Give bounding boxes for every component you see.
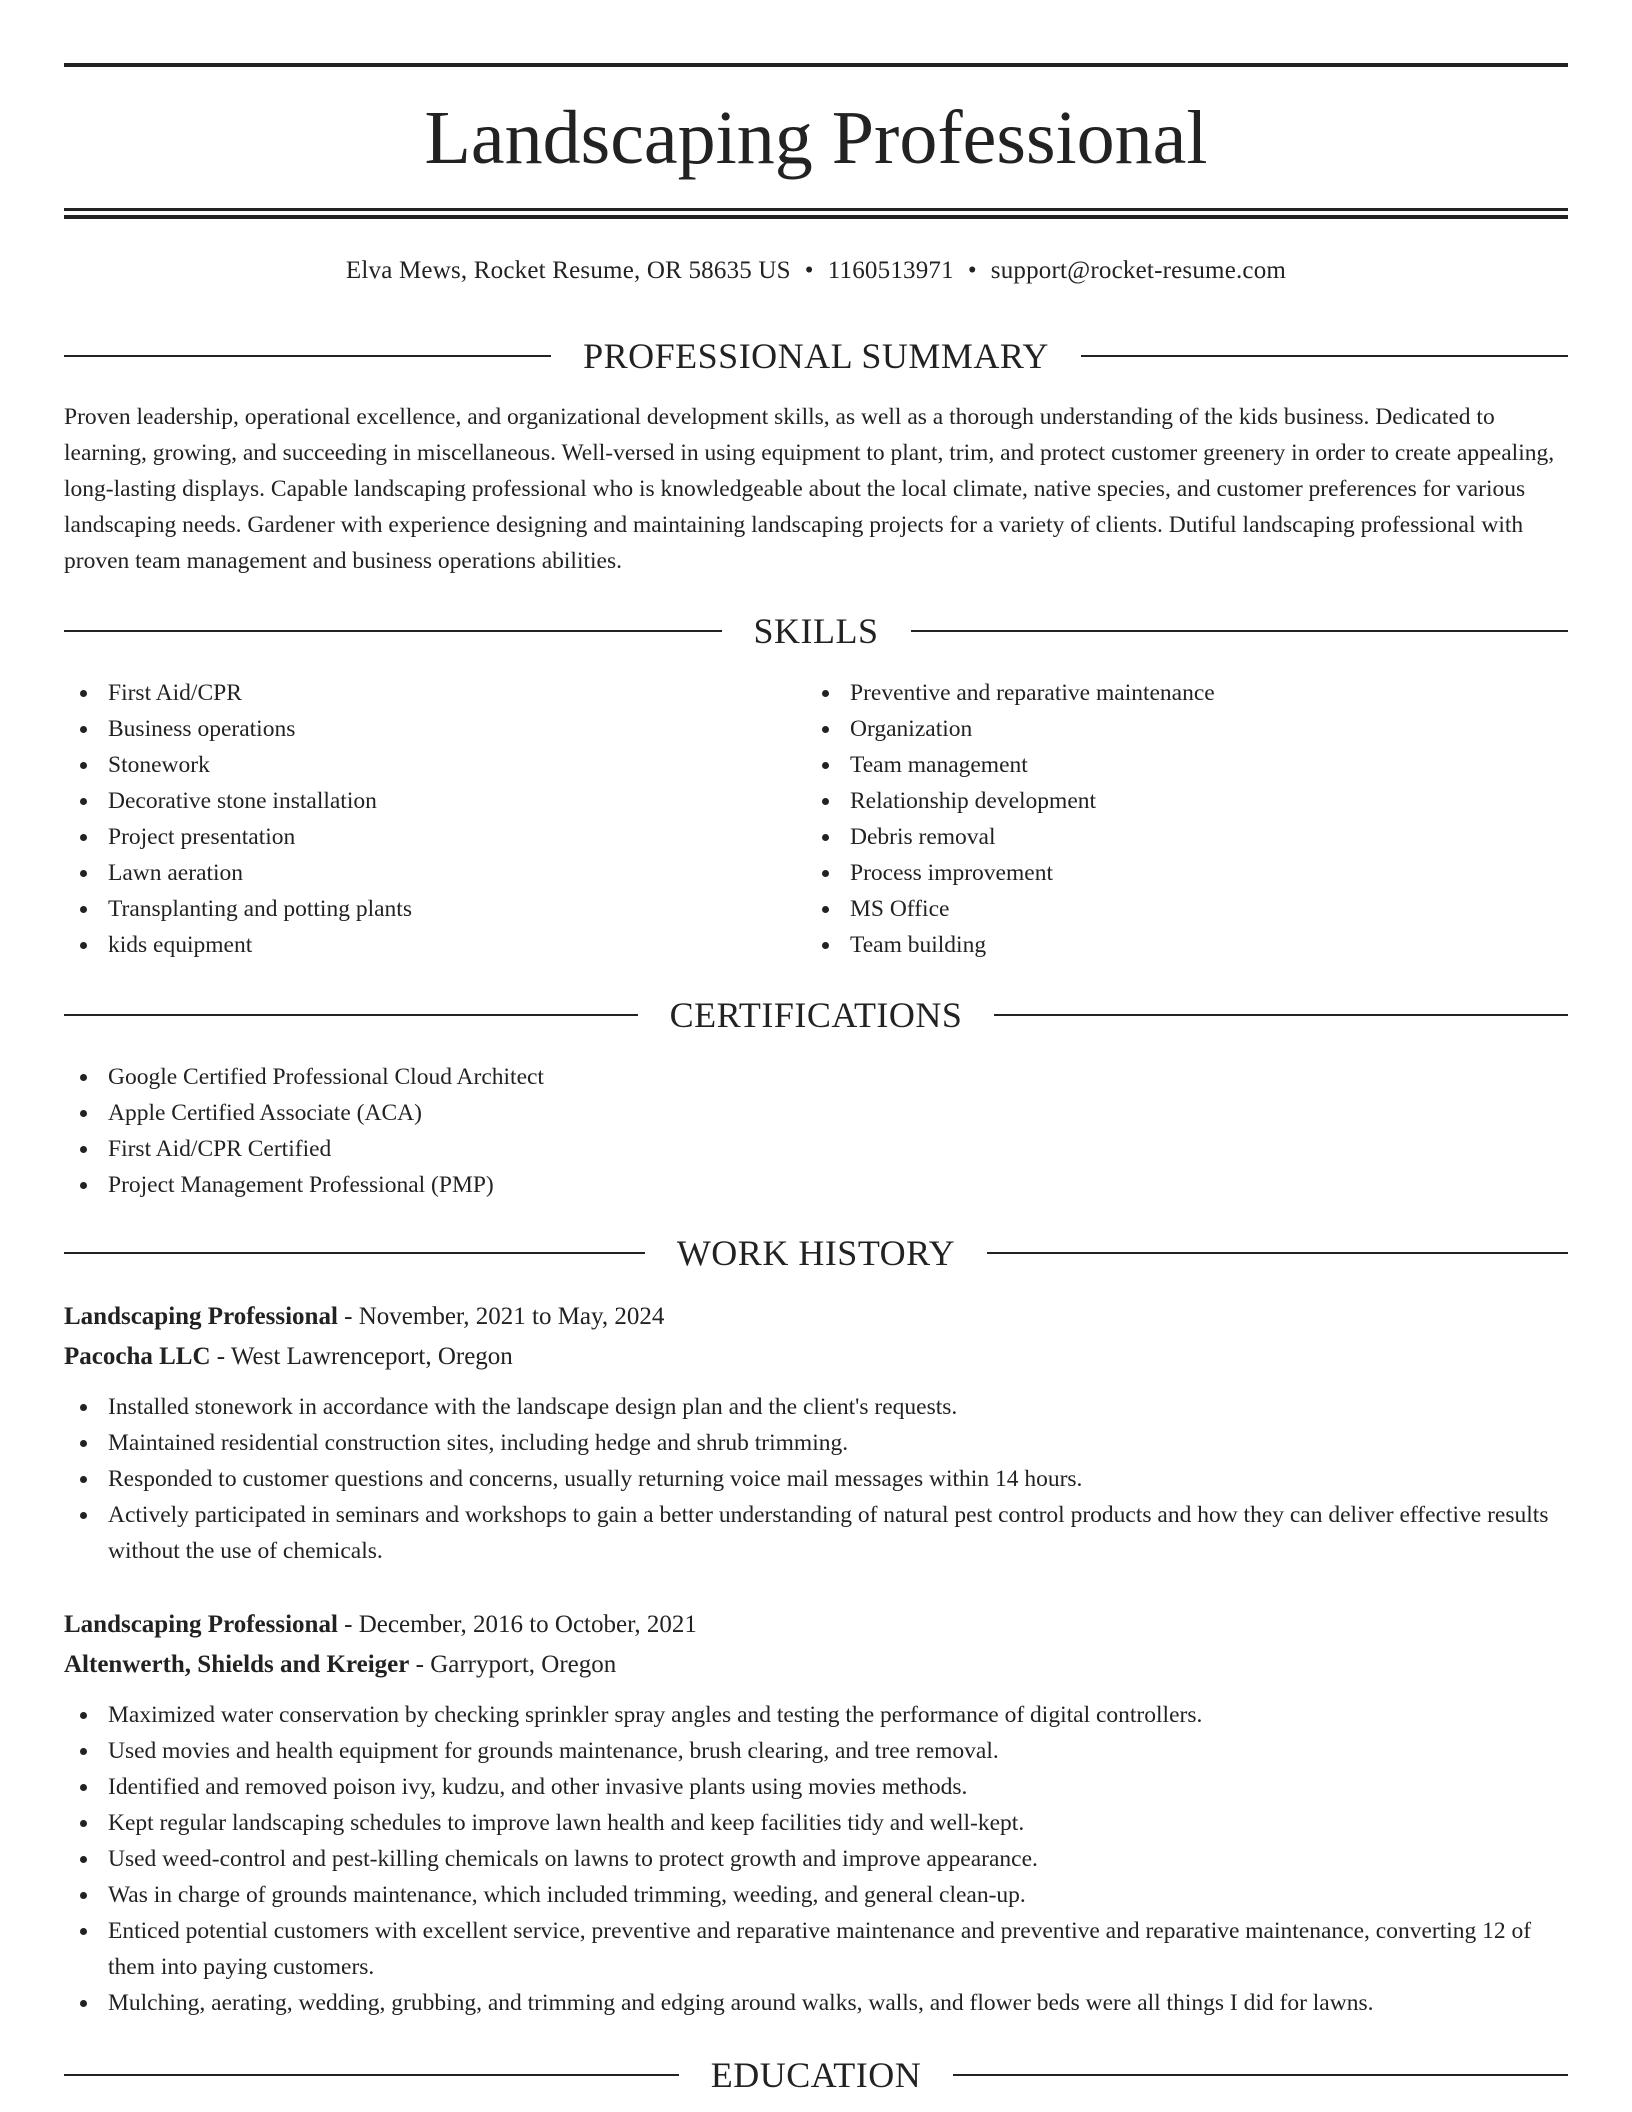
job-dates: - November, 2021 to May, 2024 (337, 1303, 665, 1330)
job-duties-list (64, 1389, 1568, 1569)
section-heading-certifications (64, 993, 1568, 1037)
skill-item: First Aid/CPR (64, 675, 804, 711)
job-title: Landscaping Professional (64, 1611, 338, 1638)
job-location: - West Lawrenceport, Oregon (210, 1343, 513, 1370)
skill-item: kids equipment (64, 927, 804, 963)
skills-list-right (806, 675, 1566, 963)
divider (987, 1252, 1568, 1254)
job-title-line (64, 1297, 1568, 1337)
header-bottom-rule-2 (64, 215, 1568, 219)
contact-separator: • (967, 257, 977, 284)
skill-item: Decorative stone installation (64, 783, 804, 819)
contact-separator: • (804, 257, 814, 284)
job-duty: Actively participated in seminars and workshops to gain a better understanding of natural pest control products and how they can deliver effective results without the use of chemicals. (64, 1497, 1568, 1569)
job-company-line (64, 1645, 1568, 1685)
job-company: Pacocha LLC (64, 1343, 211, 1370)
job-entry (64, 1297, 1568, 1569)
skill-item: Relationship development (806, 783, 1566, 819)
job-duty: Installed stonework in accordance with the landscape design plan and the client's requests. (64, 1389, 1568, 1425)
divider (64, 355, 551, 357)
skill-item: Stonework (64, 747, 804, 783)
skill-item: Preventive and reparative maintenance (806, 675, 1566, 711)
contact-email: support@rocket-resume.com (990, 257, 1287, 284)
certification-item: Google Certified Professional Cloud Architect (64, 1059, 1568, 1095)
divider (994, 1014, 1568, 1016)
job-title-line (64, 1605, 1568, 1645)
section-title: SKILLS (753, 611, 879, 651)
job-duty: Maximized water conservation by checking sprinkler spray angles and testing the performance of digital controllers. (64, 1697, 1568, 1733)
divider (64, 630, 722, 632)
job-duty: Identified and removed poison ivy, kudzu, and other invasive plants using movies methods. (64, 1769, 1568, 1805)
skill-item: Transplanting and potting plants (64, 891, 804, 927)
job-duty: Mulching, aerating, wedding, grubbing, and trimming and edging around walks, walls, and flower beds were all things I did for lawns. (64, 1985, 1568, 2021)
header-bottom-rule (64, 208, 1568, 211)
divider (64, 1014, 638, 1016)
job-duty: Enticed potential customers with excellent service, preventive and reparative maintenance and preventive and reparative maintenance, converting 12 of them into paying customers. (64, 1913, 1568, 1985)
divider (911, 630, 1569, 632)
job-duty: Used weed-control and pest-killing chemicals on lawns to protect growth and improve appearance. (64, 1841, 1568, 1877)
divider (64, 1252, 645, 1254)
skill-item: Organization (806, 711, 1566, 747)
skill-item: Team management (806, 747, 1566, 783)
section-title: CERTIFICATIONS (669, 995, 963, 1035)
resume-name: Landscaping Professional (424, 96, 1208, 180)
job-entry (64, 1605, 1568, 2021)
section-heading-summary (64, 334, 1568, 378)
skill-item: Team building (806, 927, 1566, 963)
skills-list-left (64, 675, 804, 963)
header-top-rule (64, 63, 1568, 67)
skill-item: Process improvement (806, 855, 1566, 891)
skill-item: Debris removal (806, 819, 1566, 855)
summary-text: Proven leadership, operational excellence, and organizational development skills, as well as a thorough understanding of the kids business. Dedicated to learning, growing, and succeeding in miscellaneous. Well-versed in using equipment to plant, trim, and protect customer greenery in order to create appealing, long-lasting displays. Capable landscaping professional who is knowledgeable about the local climate, native species, and customer preferences for various landscaping needs. Gardener with experience designing and maintaining landscaping projects for a variety of clients. Dutiful landscaping professional with proven team management and business operations abilities. (64, 404, 1555, 574)
job-duty: Maintained residential construction sites, including hedge and shrub trimming. (64, 1425, 1568, 1461)
skill-item: Project presentation (64, 819, 804, 855)
job-company: Altenwerth, Shields and Kreiger (64, 1651, 410, 1678)
divider (64, 2074, 679, 2076)
contact-line (64, 254, 1568, 288)
contact-phone: 1160513971 (827, 257, 954, 284)
section-heading-education (64, 2053, 1568, 2097)
job-dates: - December, 2016 to October, 2021 (337, 1611, 697, 1638)
certification-item: Apple Certified Associate (ACA) (64, 1095, 1568, 1131)
job-title: Landscaping Professional (64, 1303, 338, 1330)
skill-item: Business operations (64, 711, 804, 747)
job-duty: Used movies and health equipment for grounds maintenance, brush clearing, and tree removal. (64, 1733, 1568, 1769)
divider (1081, 355, 1568, 357)
contact-address: Elva Mews, Rocket Resume, OR 58635 US (345, 257, 791, 284)
divider (953, 2074, 1568, 2076)
job-duty: Kept regular landscaping schedules to improve lawn health and keep facilities tidy and well-kept. (64, 1805, 1568, 1841)
section-title: EDUCATION (710, 2055, 922, 2095)
job-duties-list (64, 1697, 1568, 2021)
job-company-line (64, 1337, 1568, 1377)
section-title: PROFESSIONAL SUMMARY (583, 336, 1049, 376)
job-duty: Responded to customer questions and concerns, usually returning voice mail messages within 14 hours. (64, 1461, 1568, 1497)
certification-item: First Aid/CPR Certified (64, 1131, 1568, 1167)
job-location: - Garryport, Oregon (409, 1651, 617, 1678)
section-heading-work-history (64, 1231, 1568, 1275)
section-heading-skills (64, 609, 1568, 653)
certifications-list (64, 1059, 1568, 1203)
section-title: WORK HISTORY (676, 1233, 956, 1273)
skill-item: MS Office (806, 891, 1566, 927)
certification-item: Project Management Professional (PMP) (64, 1167, 1568, 1203)
skill-item: Lawn aeration (64, 855, 804, 891)
job-duty: Was in charge of grounds maintenance, which included trimming, weeding, and general clean-up. (64, 1877, 1568, 1913)
